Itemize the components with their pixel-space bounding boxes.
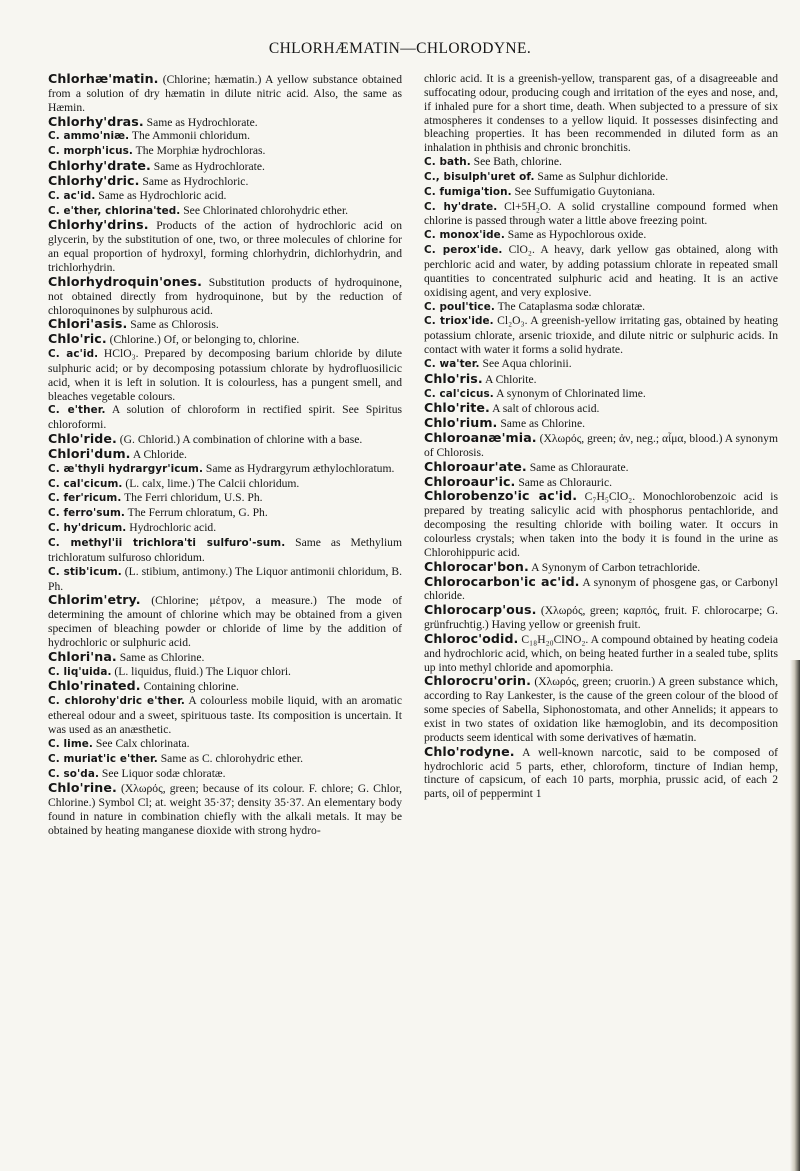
dictionary-entry bbox=[424, 243, 778, 299]
entry-definition: C₁₈H₂₀ClNO₂. A compound obtained by heating codeia and hydrochloric acid, which, on being heated further in a sealed tube, splits up into methyl chloride and apomorphia. bbox=[424, 632, 778, 674]
entry-headword: C. liq'uida. bbox=[48, 665, 112, 678]
entry-headword: C. methyl'ii trichlora'ti sulfuro'-sum. bbox=[48, 537, 286, 549]
entry-definition: A well-known narcotic, said to be composed of hydrochloric acid 5 parts, ether, chloroform, tincture of Indian hemp, tincture of capsicum, of each 10 parts, morphia, prussic acid, of each 2 parts, oil of peppermint 1 bbox=[424, 745, 778, 801]
entry-headword: C. ac'id. bbox=[48, 189, 96, 202]
dictionary-entry bbox=[48, 767, 402, 782]
entry-definition: Substitution products of hydroquinone, not obtained directly from hydroquinone, but by the reduction of chloroquinones by sulphurous acid. bbox=[48, 275, 402, 317]
entry-definition: Products of the action of hydrochloric acid on glycerin, by the substitution of one, two, or three molecules of chlorine for an equal proportion of hydroxyl, forming chlorhydrin, dichlorhydrin, and trichlorhydrin. bbox=[48, 219, 402, 274]
entry-headword: C. fumiga'tion. bbox=[424, 185, 512, 198]
entry-headword: Chlorim'etry. bbox=[48, 592, 141, 608]
entry-headword: C. hy'dricum. bbox=[48, 522, 127, 535]
dictionary-entry bbox=[424, 170, 778, 185]
dictionary-entry bbox=[48, 332, 402, 347]
dictionary-entry bbox=[48, 491, 402, 506]
entry-definition: Same as Hydrochloric acid. bbox=[95, 188, 227, 202]
entry-definition: See Calx chlorinata. bbox=[92, 736, 190, 750]
dictionary-entry bbox=[48, 275, 402, 318]
dictionary-entry bbox=[424, 185, 778, 200]
entry-headword: Chlorocru'orin. bbox=[424, 673, 531, 689]
entry-headword: Chlo'rine. bbox=[48, 780, 117, 796]
entry-headword: C. ferro'sum. bbox=[48, 507, 125, 520]
dictionary-entry bbox=[48, 536, 402, 565]
entry-definition: A synonym of phosgene gas, or Carbonyl chloride. bbox=[424, 575, 778, 603]
dictionary-entry bbox=[424, 155, 778, 170]
entry-headword: C. hy'drate. bbox=[424, 200, 498, 213]
entry-headword: Chloroanæ'mia. bbox=[424, 430, 537, 446]
entry-definition: chloric acid. It is a greenish-yellow, transparent gas, of a disagreeable and suffocating odour, producing cough and irritation of the eyes and nose, and, if inhaled pure for a short time, death. When subjected to a pressure of six atmospheres it condenses to a yellow liquid. It possesses disinfecting and bleaching properties. It has been recommended in diluted form as an inhalation in phthisis and chronic bronchitis. bbox=[424, 72, 778, 155]
dictionary-entry bbox=[48, 347, 402, 403]
entry-headword: C. muriat'ic e'ther. bbox=[48, 752, 158, 765]
entry-definition: The Morphiæ hydrochloras. bbox=[132, 144, 266, 158]
entry-definition: Same as Chlorauric. bbox=[515, 475, 613, 489]
dictionary-entry bbox=[424, 200, 778, 229]
entry-definition: Same as C. chlorohydric ether. bbox=[157, 751, 304, 765]
entry-definition: A Chlorite. bbox=[482, 372, 537, 386]
dictionary-entry bbox=[48, 204, 402, 219]
dictionary-entry bbox=[424, 300, 778, 315]
entry-definition: Same as Methylium trichloratum sulfuroso chloridum. bbox=[48, 536, 402, 564]
dictionary-entry bbox=[424, 475, 778, 490]
entry-headword: Chlorhy'dras. bbox=[48, 113, 144, 129]
entry-definition: (Χλωρός, green; because of its colour. F. chlore; G. Chlor, Chlorine.) Symbol Cl; at. weight 35·37; density 35·37. An elementary body found in nature in combination chiefly with the alkali metals. It may be obtained by heating manganese dioxide with strong hydro- bbox=[48, 782, 402, 837]
entry-headword: Chlo'ride. bbox=[48, 431, 117, 447]
entry-definition: The Ammonii chloridum. bbox=[129, 129, 251, 143]
entry-definition: A salt of chlorous acid. bbox=[489, 402, 600, 416]
dictionary-entry bbox=[424, 372, 778, 387]
entry-definition: HClO₃. Prepared by decomposing barium chloride by dilute sulphuric acid; or by decomposing potassium chlorate by hydrofluosilicic acid, when it is left in solution. It is colourless, has a pungent smell, and bleaches vegetable colours. bbox=[48, 347, 402, 403]
entry-headword: C. wa'ter. bbox=[424, 357, 480, 370]
entry-definition: A solution of chloroform in rectified spirit. See Spiritus chloroformi. bbox=[48, 403, 402, 432]
entry-headword: C. fer'ricum. bbox=[48, 492, 122, 505]
dictionary-entry bbox=[424, 460, 778, 475]
dictionary-entry bbox=[48, 403, 402, 432]
entry-definition: Cl+5H₂O. A solid crystalline compound formed when chlorine is passed through water a little above freezing point. bbox=[424, 199, 778, 228]
entry-headword: C. stib'icum. bbox=[48, 565, 122, 578]
page-header: CHLORHÆMATIN—CHLORODYNE. bbox=[268, 40, 532, 57]
entry-headword: Chlo'ric. bbox=[48, 331, 107, 347]
entry-definition: C₇H₅ClO₂. Monochlorobenzoic acid is prepared by treating salicylic acid with phosphorus pentachloride, and decomposing the resulting chloride with boiling water. It occurs in colourless crystals; when taken into the body it is found in the urine as Chlorohippuric acid. bbox=[424, 490, 778, 559]
entry-definition: (Chlorine.) Of, or belonging to, chlorine. bbox=[106, 333, 300, 347]
dictionary-entry bbox=[48, 679, 402, 694]
entry-definition: A colourless mobile liquid, with an aromatic ethereal odour and a sweet, spirituous taste. Its composition is uncertain. It was used as an anæsthetic. bbox=[48, 694, 402, 736]
dictionary-entry bbox=[48, 752, 402, 767]
entry-definition: Same as Sulphur dichloride. bbox=[534, 169, 669, 183]
left-column bbox=[48, 72, 402, 838]
entry-definition: See Suffumigatio Guytoniana. bbox=[511, 184, 656, 198]
entry-headword: C. chlorohy'dric e'ther. bbox=[48, 695, 185, 708]
entry-definition: (G. Chlorid.) A combination of chlorine with a base. bbox=[116, 433, 363, 447]
dictionary-entry bbox=[48, 665, 402, 680]
page-edge-shadow bbox=[790, 660, 800, 1171]
entry-definition: (L. stibium, antimony.) The Liquor antimonii chloridum, B. Ph. bbox=[48, 564, 402, 593]
dictionary-entry bbox=[424, 387, 778, 402]
entry-headword: Chlo'ris. bbox=[424, 370, 483, 386]
dictionary-entry bbox=[48, 694, 402, 737]
dictionary-entry bbox=[48, 447, 402, 462]
entry-headword: C. æ'thyli hydrargyr'icum. bbox=[48, 462, 204, 475]
dictionary-entry bbox=[424, 314, 778, 357]
entry-headword: C. so'da. bbox=[48, 767, 99, 780]
entry-headword: Chlo'rium. bbox=[424, 415, 498, 431]
entry-headword: Chlo'rinated. bbox=[48, 678, 141, 694]
entry-headword: C. ac'id. bbox=[48, 348, 99, 361]
dictionary-entry bbox=[424, 745, 778, 801]
entry-headword: C., bisulph'uret of. bbox=[424, 170, 535, 183]
dictionary-entry bbox=[48, 115, 402, 130]
dictionary-entry bbox=[424, 603, 778, 632]
dictionary-entry bbox=[424, 674, 778, 744]
entry-definition: Same as Hydrochlorate. bbox=[143, 115, 258, 129]
entry-definition: (L. calx, lime.) The Calcii chloridum. bbox=[122, 476, 300, 490]
entry-headword: Chlorhy'dric. bbox=[48, 172, 140, 188]
entry-headword: C. lime. bbox=[48, 737, 93, 750]
entry-definition: ClO₂. A heavy, dark yellow gas obtained, along with perchloric acid and water, by adding potassium chlorate in repeated small quantities to concentrated sulphuric acid and heating. It is an active oxidising agent, and very explosive. bbox=[424, 243, 778, 299]
entry-definition: See Liquor sodæ chloratæ. bbox=[99, 766, 226, 780]
entry-headword: Chlorocarp'ous. bbox=[424, 602, 537, 618]
dictionary-entry bbox=[48, 174, 402, 189]
dictionary-entry bbox=[424, 431, 778, 460]
dictionary-entry bbox=[48, 462, 402, 477]
entry-headword: C. poul'tice. bbox=[424, 300, 495, 313]
entry-definition: A synonym of Chlorinated lime. bbox=[493, 386, 646, 400]
entry-definition: See Chlorinated chlorohydric ether. bbox=[180, 203, 349, 217]
entry-headword: Chlorhydroquin'ones. bbox=[48, 273, 202, 289]
dictionary-entry bbox=[48, 218, 402, 274]
dictionary-entry bbox=[424, 357, 778, 372]
dictionary-entry bbox=[48, 72, 402, 115]
entry-headword: C. e'ther. bbox=[48, 404, 106, 417]
entry-headword: Chlo'rodyne. bbox=[424, 743, 515, 759]
dictionary-entry bbox=[48, 593, 402, 649]
entry-headword: Chlorocar'bon. bbox=[424, 558, 529, 574]
entry-definition: Same as Hydrochloric. bbox=[139, 174, 249, 188]
dictionary-entry bbox=[48, 650, 402, 665]
entry-definition: Same as Hydrochlorate. bbox=[150, 160, 265, 174]
dictionary-entry bbox=[48, 781, 402, 837]
entry-headword: C. triox'ide. bbox=[424, 315, 494, 328]
entry-definition: Same as Chlorine. bbox=[116, 650, 205, 664]
entry-definition: Same as Chloraurate. bbox=[526, 460, 629, 474]
right-column bbox=[424, 72, 778, 801]
entry-headword: Chloroaur'ate. bbox=[424, 458, 527, 474]
entry-definition: Same as Chlorine. bbox=[497, 417, 586, 431]
dictionary-entry bbox=[424, 489, 778, 559]
dictionary-entry bbox=[48, 317, 402, 332]
entry-definition: The Ferrum chloratum, G. Ph. bbox=[124, 506, 268, 520]
entry-headword: Chlori'dum. bbox=[48, 445, 131, 461]
dictionary-entry bbox=[424, 228, 778, 243]
entry-headword: Chlori'na. bbox=[48, 648, 117, 664]
entry-headword: C. cal'cicum. bbox=[48, 477, 123, 490]
entry-headword: Chloroaur'ic. bbox=[424, 473, 516, 489]
entry-definition: Hydrochloric acid. bbox=[126, 521, 217, 535]
dictionary-entry bbox=[48, 521, 402, 536]
dictionary-entry bbox=[424, 632, 778, 675]
entry-definition: Cl₂O₃. A greenish-yellow irritating gas, obtained by heating potassium chlorate, arsenic trioxide, and dilute nitric or sulphuric acids. In contact with water it forms a solid hydrate. bbox=[424, 314, 778, 357]
entry-definition: Containing chlorine. bbox=[140, 680, 239, 694]
entry-headword: C. cal'cicus. bbox=[424, 387, 494, 400]
entry-definition: Same as Hypochlorous oxide. bbox=[504, 228, 647, 242]
entry-definition: A Chloride. bbox=[130, 447, 187, 461]
entry-headword: Chlorhæ'matin. bbox=[48, 71, 159, 86]
entry-definition: The Cataplasma sodæ chloratæ. bbox=[494, 299, 646, 313]
entry-definition: See Aqua chlorinii. bbox=[479, 356, 572, 370]
entry-definition: (Χλωρός, green; cruorin.) A green substance which, according to Ray Lankester, is the cause of the green colour of the blood of some species of Sabella, Siphonostomata, and other Annelids; it appears to exist in two states of oxidation like hæmoglobin, and its decomposition products seem identical with some derivatives of hæmatin. bbox=[424, 675, 778, 744]
entry-definition: Same as Chlorosis. bbox=[127, 318, 219, 332]
entry-headword: Chlorobenzo'ic ac'id. bbox=[424, 488, 578, 504]
entry-definition: A Synonym of Carbon tetrachloride. bbox=[528, 560, 701, 574]
dictionary-entry bbox=[424, 416, 778, 431]
entry-definition: (Χλωρός, green; καρπός, fruit. F. chlorocarpe; G. grünfruchtig.) Having yellow or greenish fruit. bbox=[424, 604, 778, 632]
dictionary-entry bbox=[48, 129, 402, 144]
entry-definition: The Ferri chloridum, U.S. Ph. bbox=[121, 491, 263, 505]
entry-headword: Chlori'asis. bbox=[48, 316, 128, 332]
dictionary-entry bbox=[48, 144, 402, 159]
entry-headword: Chloroc'odid. bbox=[424, 630, 519, 646]
dictionary-entry bbox=[424, 575, 778, 604]
entry-headword: Chlorhy'drate. bbox=[48, 158, 151, 174]
dictionary-entry bbox=[48, 159, 402, 174]
entry-headword: Chlorocarbon'ic ac'id. bbox=[424, 573, 580, 589]
dictionary-entry bbox=[424, 72, 778, 155]
dictionary-entry bbox=[48, 737, 402, 752]
entry-headword: Chlo'rite. bbox=[424, 400, 490, 416]
entry-headword: C. e'ther, chlorina'ted. bbox=[48, 204, 181, 217]
entry-definition: (Chlorine; hæmatin.) A yellow substance obtained from a solution of dry hæmatin in dilute nitric acid. Also, the same as Hæmin. bbox=[48, 73, 402, 114]
dictionary-entry bbox=[48, 565, 402, 594]
entry-headword: C. monox'ide. bbox=[424, 229, 505, 242]
entry-definition: (Χλωρός, green; ἀν, neg.; αἷμα, blood.) A synonym of Chlorosis. bbox=[424, 432, 778, 459]
dictionary-entry bbox=[424, 401, 778, 416]
entry-headword: C. bath. bbox=[424, 156, 471, 169]
entry-headword: Chlorhy'drins. bbox=[48, 217, 149, 233]
dictionary-entry bbox=[48, 189, 402, 204]
dictionary-entry bbox=[48, 506, 402, 521]
entry-headword: C. perox'ide. bbox=[424, 244, 503, 257]
entry-headword: C. ammo'niæ. bbox=[48, 130, 130, 143]
entry-definition: See Bath, chlorine. bbox=[470, 155, 562, 169]
dictionary-entry bbox=[48, 432, 402, 447]
entry-headword: C. morph'icus. bbox=[48, 145, 133, 158]
entry-definition: (L. liquidus, fluid.) The Liquor chlori. bbox=[111, 664, 291, 678]
dictionary-entry bbox=[424, 560, 778, 575]
dictionary-entry bbox=[48, 477, 402, 492]
entry-definition: Same as Hydrargyrum æthylochloratum. bbox=[203, 461, 395, 475]
entry-definition: (Chlorine; μέτρον, a measure.) The mode of determining the amount of chlorine which may be obtained from a given specimen of bleaching powder or chloride of lime by the addition of hydrochloric or sulphuric acid. bbox=[48, 594, 402, 649]
